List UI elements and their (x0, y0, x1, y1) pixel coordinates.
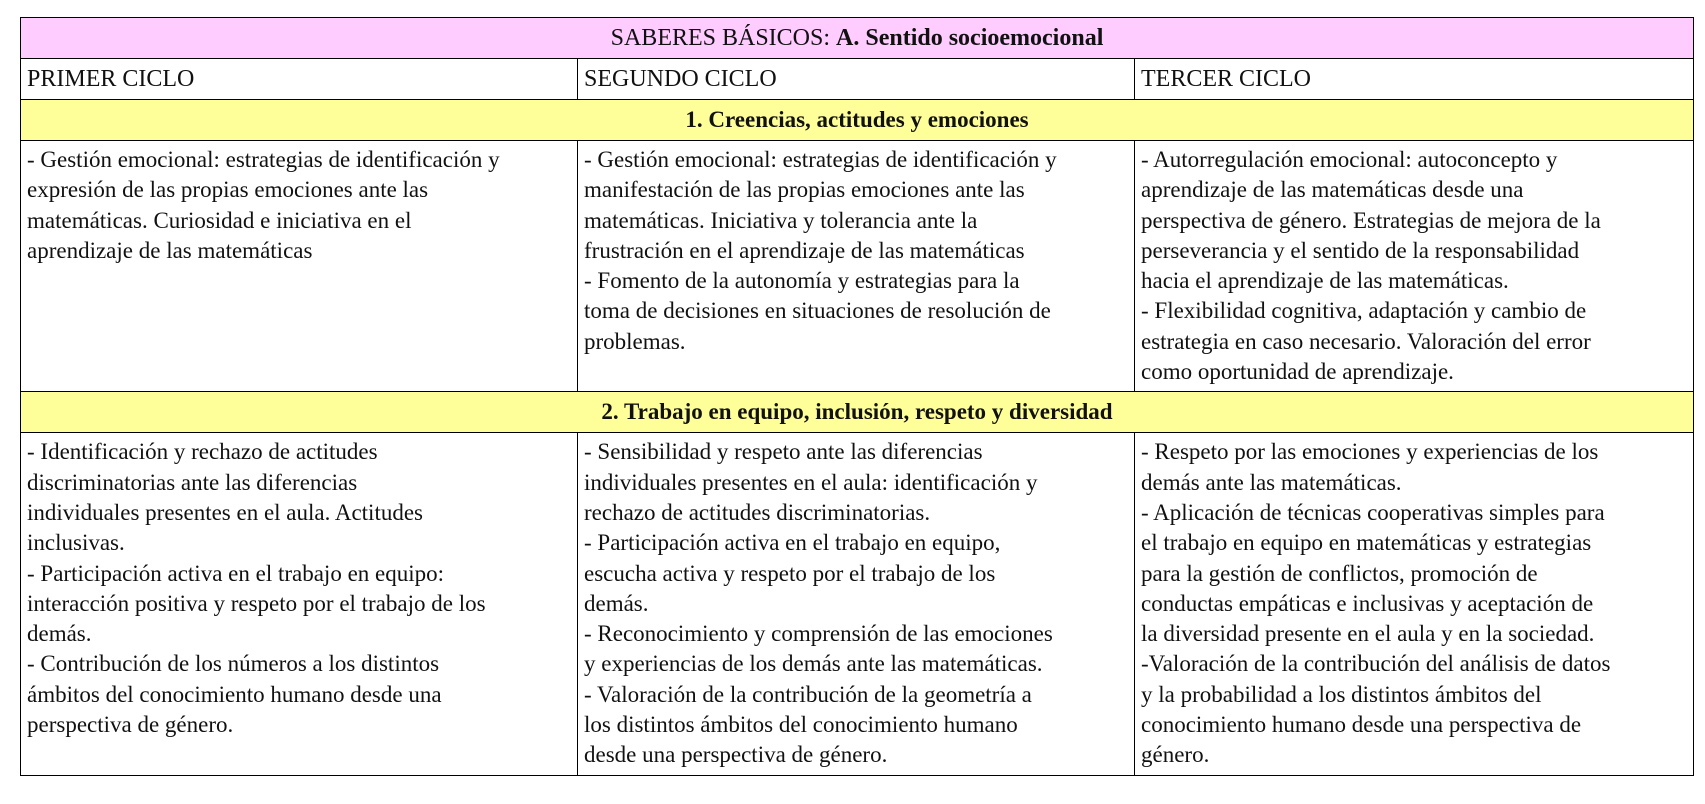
section-heading-1: 1. Creencias, actitudes y emociones (21, 100, 1694, 141)
title-row (21, 18, 1694, 59)
content-cell-tercer (1135, 141, 1694, 392)
table-title (21, 18, 1694, 59)
section-content-row (21, 141, 1694, 392)
title-prefix: SABERES BÁSICOS: (610, 24, 837, 51)
content-item: - Identificación y rechazo de actitudes discriminatorias ante las diferencias individuales presentes en el aula. Actitudes inclusivas. (27, 439, 423, 556)
title-bold: A. Sentido socioemocional (836, 24, 1104, 51)
saberes-table (20, 17, 1694, 776)
content-item: - Respeto por las emociones y experiencias de los demás ante las matemáticas. (1141, 439, 1599, 495)
content-item: - Autorregulación emocional: autoconcepto y aprendizaje de las matemáticas desde una perspectiva de género. Estrategias de mejora de la perseverancia y el sentido de la responsabilidad hacia el aprendizaje de las matemáticas. (1141, 147, 1601, 294)
content-cell-segundo (578, 141, 1135, 392)
content-item: - Participación activa en el trabajo en equipo, escucha activa y respeto por el trabajo de los demás. (584, 530, 1001, 616)
cycle-segundo: SEGUNDO CICLO (578, 59, 1135, 100)
section-heading-row (21, 100, 1694, 141)
cycle-primer: PRIMER CICLO (21, 59, 578, 100)
content-cell-primer (21, 433, 578, 775)
content-cell-segundo (578, 433, 1135, 775)
content-item: - Valoración de la contribución de la geometría a los distintos ámbitos del conocimiento humano desde una perspectiva de género. (584, 681, 1032, 768)
content-item: - Aplicación de técnicas cooperativas simples para el trabajo en equipo en matemáticas y estrategias para la gestión de conflictos, promoción de conductas empáticas e inclusivas y aceptación de la diversidad presente en el aula y en la sociedad. (1141, 499, 1605, 647)
content-item: - Participación activa en el trabajo en equipo: interacción positiva y respeto por el trabajo de los demás. (27, 560, 486, 647)
content-item: - Flexibilidad cognitiva, adaptación y cambio de estrategia en caso necesario. Valoración del error como oportunidad de aprendizaje. (1141, 298, 1591, 385)
section-heading-row (21, 392, 1694, 433)
section-content-row (21, 433, 1694, 775)
content-cell-primer (21, 141, 578, 392)
content-item: -Valoración de la contribución del análisis de datos y la probabilidad a los distintos ámbitos del conocimiento humano desde una perspectiva de género. (1141, 651, 1611, 768)
cycle-tercer: TERCER CICLO (1135, 59, 1694, 100)
cycle-header-row (21, 59, 1694, 100)
content-item: - Contribución de los números a los distintos ámbitos del conocimiento humano desde una perspectiva de género. (27, 651, 442, 738)
content-item: - Sensibilidad y respeto ante las diferencias individuales presentes en el aula: identificación y rechazo de actitudes discriminatorias. (584, 439, 1038, 525)
content-cell-tercer (1135, 433, 1694, 775)
content-item: - Gestión emocional: estrategias de identificación y expresión de las propias emociones ante las matemáticas. Curiosidad e iniciativa en el aprendizaje de las matemáticas (27, 147, 500, 263)
content-item: - Reconocimiento y comprensión de las emociones y experiencias de los demás ante las matemáticas. (584, 621, 1053, 677)
section-heading-2: 2. Trabajo en equipo, inclusión, respeto y diversidad (21, 392, 1694, 433)
content-item: - Gestión emocional: estrategias de identificación y manifestación de las propias emociones ante las matemáticas. Iniciativa y tolerancia ante la frustración en el aprendizaje de las matemáticas (584, 147, 1057, 263)
content-item: - Fomento de la autonomía y estrategias para la toma de decisiones en situaciones de resolución de problemas. (584, 268, 1051, 354)
